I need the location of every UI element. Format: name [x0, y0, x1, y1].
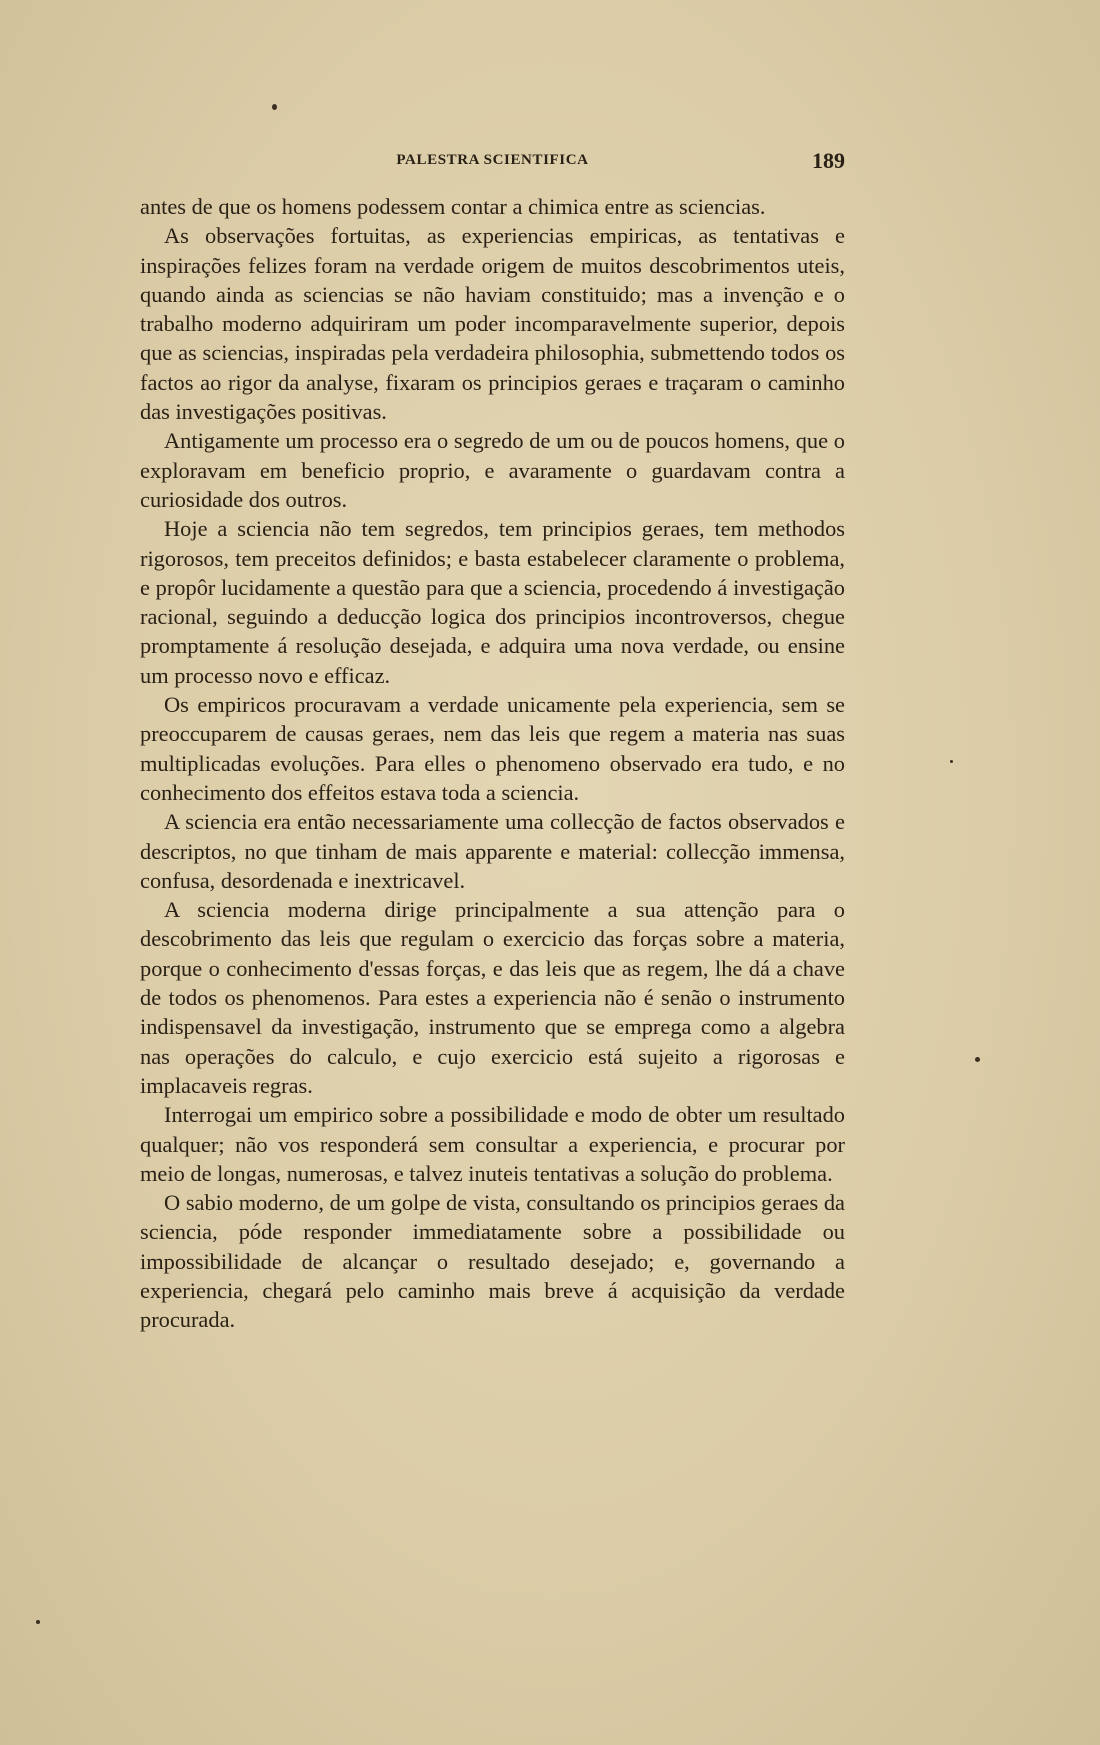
body-text	[140, 192, 845, 1335]
paragraph-empiricos: Os empiricos procuravam a verdade unicamente pela experiencia, sem se preoccuparem de causas geraes, nem das leis que regem a materia nas suas multiplicadas evoluções. Para elles o phenomeno observado era tudo, e no conhecimento dos effeitos estava toda a sciencia.	[140, 692, 845, 805]
paragraph-antigamente: Antigamente um processo era o segredo de um ou de poucos homens, que o exploravam em beneficio proprio, e avaramente o guardavam contra a curiosidade dos outros.	[140, 428, 845, 512]
running-title: PALESTRA SCIENTIFICA	[396, 152, 589, 168]
paragraph-interrogai: Interrogai um empirico sobre a possibilidade e modo de obter um resultado qualquer; não vos responderá sem consultar a experiencia, e procurar por meio de longas, numerosas, e talvez inuteis tentativas a solução do problema.	[140, 1102, 845, 1186]
paper-speck	[950, 760, 953, 763]
paragraph-hoje: Hoje a sciencia não tem segredos, tem principios geraes, tem methodos rigorosos, tem preceitos definidos; e basta estabelecer claramente o problema, e propôr lucidamente a questão para que a sciencia, procedendo á investigação racional, seguindo a deducção logica dos principios incontroversos, chegue promptamente á resolução desejada, e adquira uma nova verdade, ou ensine um processo novo e efficaz.	[140, 516, 845, 688]
page-header	[140, 148, 845, 178]
paragraph-sciencia-collecao: A sciencia era então necessariamente uma collecção de factos observados e descriptos, no que tinham de mais apparente e material: collecção immensa, confusa, desordenada e inextricavel.	[140, 809, 845, 893]
paper-speck	[272, 104, 277, 110]
paper-speck	[975, 1057, 980, 1062]
paragraph-sabio-moderno: O sabio moderno, de um golpe de vista, consultando os principios geraes da sciencia, póde responder immediatamente sobre a possibilidade ou impossibilidade de alcançar o resultado desejado; e, governando a experiencia, chegará pelo caminho mais breve á acquisição da verdade procurada.	[140, 1190, 845, 1333]
paragraph-sciencia-moderna: A sciencia moderna dirige principalmente a sua attenção para o descobrimento das leis que regulam o exercicio das forças sobre a materia, porque o conhecimento d'essas forças, e das leis que as regem, lhe dá a chave de todos os phenomenos. Para estes a experiencia não é senão o instrumento indispensavel da investigação, instrumento que se emprega como a algebra nas operações do calculo, e cujo exercicio está sujeito a rigorosas e implacaveis regras.	[140, 897, 845, 1098]
paper-speck	[36, 1620, 40, 1624]
page-number: 189	[812, 148, 845, 173]
paragraph-continuation: antes de que os homens podessem contar a chimica entre as sciencias.	[140, 194, 766, 219]
paragraph-observacoes: As observações fortuitas, as experiencias empiricas, as tentativas e inspirações felizes foram na verdade origem de muitos descobrimentos uteis, quando ainda as sciencias se não haviam constituido; mas a invenção e o trabalho moderno adquiriram um poder incomparavelmente superior, depois que as sciencias, inspiradas pela verdadeira philosophia, submettendo todos os factos ao rigor da analyse, fixaram os principios geraes e traçaram o caminho das investigações positivas.	[140, 223, 845, 425]
